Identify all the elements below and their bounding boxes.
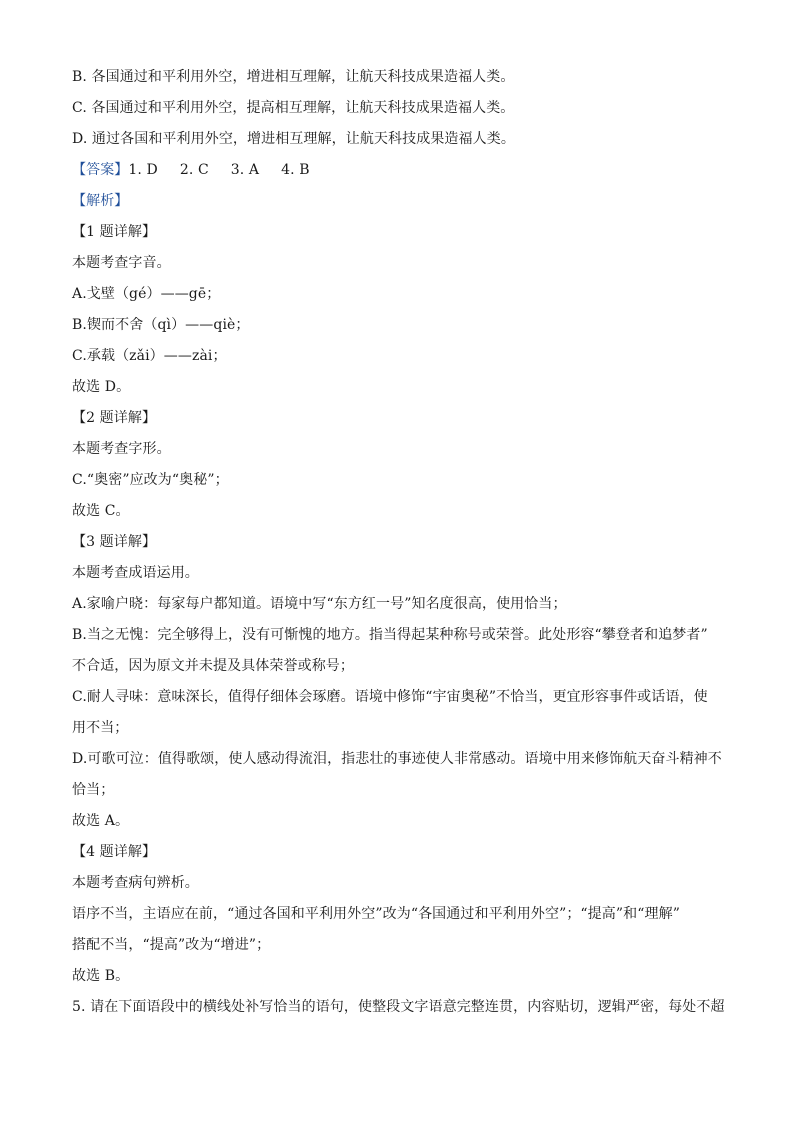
q1-item-b: B.锲而不舍（qì）——qiè；: [72, 317, 250, 333]
q2-heading: 【2 题详解】: [72, 410, 157, 426]
q4-conclusion: 故选 B。: [72, 968, 130, 984]
q3-conclusion: 故选 A。: [72, 813, 130, 829]
q1-conclusion: 故选 D。: [72, 379, 131, 395]
answer-line: [72, 155, 736, 186]
q3-item-c-line1: C.耐人寻味：意味深长，值得仔细体会琢磨。语境中修饰“宇宙奥秘”不恰当，更宜形容事件或话语，使: [72, 689, 708, 705]
q3-item-b-line2: 不合适，因为原文并未提及具体荣誉或称号；: [72, 658, 354, 674]
q1-heading: 【1 题详解】: [72, 224, 157, 240]
option-b: B. 各国通过和平利用外空，增进相互理解，让航天科技成果造福人类。: [72, 69, 515, 85]
answer-tag: 【答案】: [72, 162, 129, 178]
answer-1: 1. D: [128, 162, 158, 178]
q4-explain-line1: 语序不当，主语应在前，“通过各国和平利用外空”改为“各国通过和平利用外空”；“提高”和“理解”: [72, 906, 680, 922]
q3-intro: 本题考查成语运用。: [72, 565, 199, 581]
q3-item-d-line2: 恰当；: [72, 782, 115, 798]
q3-item-d-line1: D.可歌可泣：值得歌颂，使人感动得流泪，指悲壮的事迹使人非常感动。语境中用来修饰航天奋斗精神不: [72, 751, 722, 767]
q3-item-c-line2: 用不当；: [72, 720, 129, 736]
answer-4: 4. B: [281, 162, 310, 178]
q2-item-c: C.“奥密”应改为“奥秘”；: [72, 472, 229, 488]
document-page: [72, 62, 736, 1023]
q5-prompt: 5. 请在下面语段中的横线处补写恰当的语句，使整段文字语意完整连贯，内容贴切，逻辑严密，每处不超: [72, 999, 725, 1015]
option-d: D. 通过各国和平利用外空，增进相互理解，让航天科技成果造福人类。: [72, 131, 515, 147]
q2-intro: 本题考查字形。: [72, 441, 171, 457]
answer-2: 2. C: [179, 162, 209, 178]
q3-heading: 【3 题详解】: [72, 534, 157, 550]
q3-item-b-line1: B.当之无愧：完全够得上，没有可惭愧的地方。指当得起某种称号或荣誉。此处形容“攀登者和追梦者”: [72, 627, 708, 643]
q4-intro: 本题考查病句辨析。: [72, 875, 199, 891]
q2-conclusion: 故选 C。: [72, 503, 130, 519]
answer-3: 3. A: [230, 162, 260, 178]
q4-explain-line2: 搭配不当，“提高”改为“增进”；: [72, 937, 271, 953]
q3-item-a: A.家喻户晓：每家每户都知道。语境中写“东方红一号”知名度很高，使用恰当；: [72, 596, 567, 612]
q1-intro: 本题考查字音。: [72, 255, 171, 271]
q1-item-c: C.承载（zǎi）——zài；: [72, 348, 227, 364]
option-c: C. 各国通过和平利用外空，提高相互理解，让航天科技成果造福人类。: [72, 100, 515, 116]
q1-item-a: A.戈壁（gé）——gē；: [72, 286, 221, 302]
analysis-tag: 【解析】: [72, 193, 129, 209]
q4-heading: 【4 题详解】: [72, 844, 157, 860]
